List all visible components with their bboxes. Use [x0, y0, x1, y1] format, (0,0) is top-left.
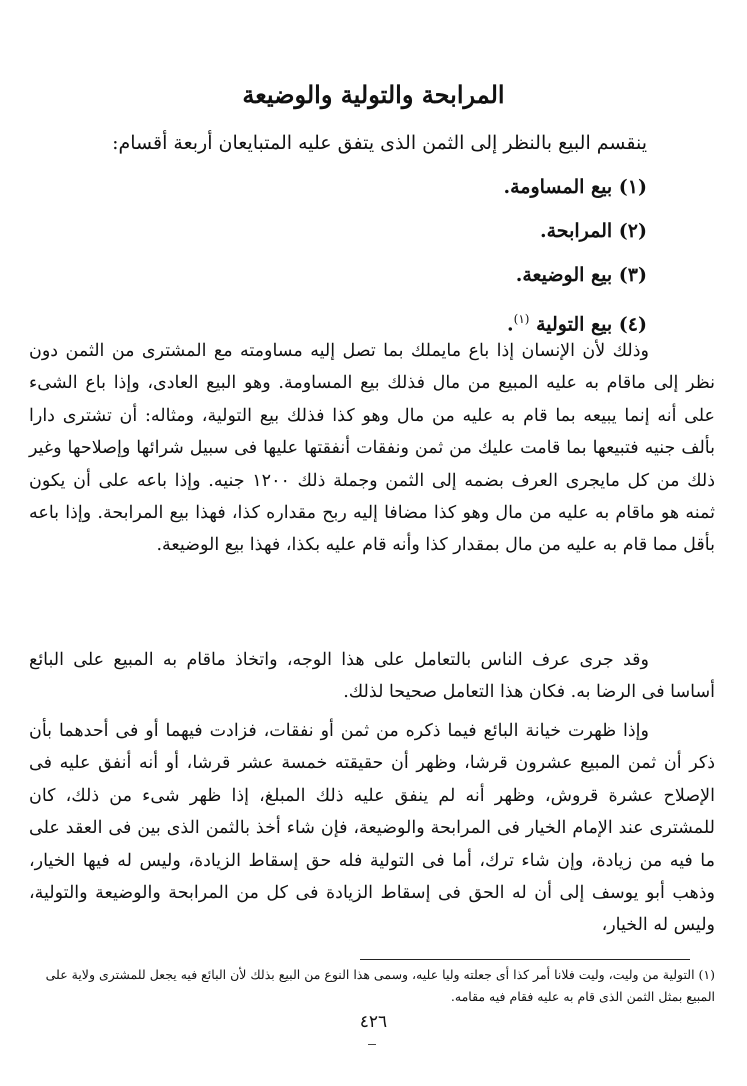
list-item-text: (٤) بيع التولية — [536, 313, 647, 336]
paragraph-seller-fraud: وإذا ظهرت خيانة البائع فيما ذكره من ثمن أو نفقات، فزادت فيهما أو فى أحدهما بأن ذكر أن ثمن المبيع عشرون قرشا، وظهر أن حقيقته خمسة عشر قرشا، أو أنه أنفق عليه فى الإصلاح عشرة قروش، وظهر أنه لم ينفق عليه ذلك المبلغ، إذا ظهر شىء من ذلك، كان للمشترى عند الإمام الخيار فى المرابحة والوضيعة، فإن شاء أخذ بالثمن الذى بين فى العقد على ما فيه من زيادة، وإن شاء ترك، أما فى التولية فله حق إسقاط الزيادة، وليس له فيها الخيار، وذهب أبو يوسف إلى أن له الحق فى إسقاط الزيادة فى كل من المرابحة والوضيعة والتولية، وليس له الخيار، — [29, 721, 715, 936]
intro-line: ينقسم البيع بالنظر إلى الثمن الذى يتفق عليه المتبايعان أربعة أقسام: — [112, 132, 647, 154]
paragraph-custom: وقد جرى عرف الناس بالتعامل على هذا الوجه، واتخاذ ماقام به المبيع على البائع أساسا فى الرضا به. فكان هذا التعامل صحيحا لذلك. — [29, 650, 715, 703]
page-number: ٤٢٦ — [359, 1012, 388, 1032]
sale-types-list — [247, 172, 647, 348]
list-item-period: . — [507, 313, 514, 336]
list-item: (٢) المرابحة. — [540, 220, 647, 242]
footnote-divider — [360, 959, 690, 960]
list-item: (١) بيع المساومة. — [503, 176, 647, 198]
page-title: المرابحة والتولية والوضيعة — [242, 80, 505, 109]
list-item: (٣) بيع الوضيعة. — [515, 264, 647, 286]
footnote: (١) التولية من وليت، وليت فلانا أمر كذا أى جعلته وليا عليه، وسمى هذا النوع من البيع بذلك لأن البائع فيه يجعل للمشترى ولاية على المبيع بمثل الثمن الذى قام به عليه فقام فيه مقامه. — [45, 967, 715, 1004]
footnote-reference[interactable]: (١) — [513, 312, 530, 326]
paragraph-definitions: وذلك لأن الإنسان إذا باع مايملك بما تصل إليه مساومته مع المشترى من الثمن دون نظر إلى ماقام به عليه المبيع من مال فذلك بيع المساومة. وهو البيع العادى، وإذا باع الشىء على أنه إنما يبيعه بما قام به عليه من مال وهو كذا فذلك بيع التولية، ومثاله: أن تشترى دارا بألف جنيه فتبيعها بما قامت عليك من ثمن ونفقات أنفقتها عليها فى سبيل شرائها وإصلاحها وغير ذلك من كل مايجرى العرف بضمه إلى الثمن وجملة ذلك ١٢٠٠ جنيه. وإذا باعه على أن يكون ثمنه هو ماقام به عليه من مال وهو كذا مضافا إليه ربح مقداره كذا، فهذا بيع المرابحة. وإذا باعه بأقل مما قام به عليه من مال بمقدار كذا وأنه قام عليه بكذا، فهذا بيع الوضيعة. — [29, 341, 715, 556]
page-number-dash — [368, 1044, 376, 1045]
